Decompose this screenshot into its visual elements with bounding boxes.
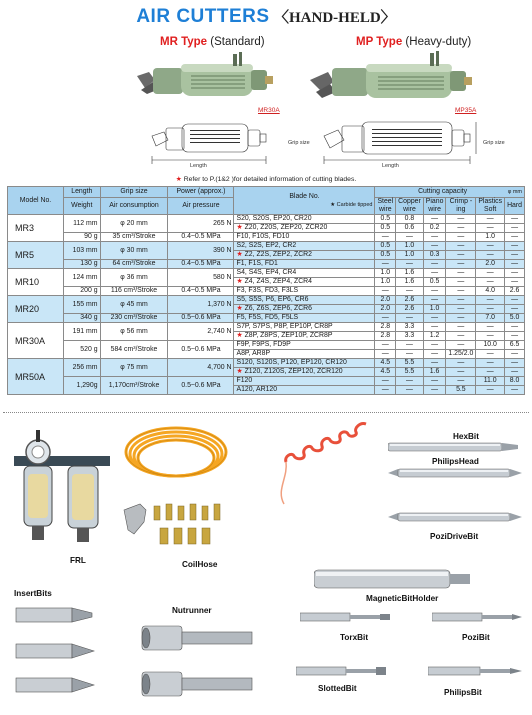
- header-capacity: [375, 187, 525, 198]
- mr-dimension-drawing: [148, 116, 278, 168]
- mr-type-label: [160, 36, 265, 48]
- section-divider: [3, 412, 529, 413]
- blade-numbers: F1, F1S, FD1: [236, 260, 278, 267]
- capacity-soft-cell: 7.0: [476, 314, 505, 323]
- capacity-piano-cell: —: [423, 341, 446, 350]
- capacity-piano-cell: 1.2: [423, 332, 446, 341]
- capacity-copper-cell: —: [396, 341, 424, 350]
- hexbit-image: [388, 440, 522, 454]
- capacity-hard-cell: —: [505, 368, 525, 377]
- mp-type-desc: (Heavy-duty): [402, 36, 472, 48]
- capacity-copper-cell: 3.3: [396, 323, 424, 332]
- capacity-crimp-cell: —: [446, 233, 476, 242]
- mp-type-label: [356, 36, 471, 48]
- air-consumption-cell: 64 cm³/Stroke: [100, 260, 168, 269]
- air-consumption-cell: 584 cm³/Stroke: [100, 341, 168, 359]
- capacity-piano-cell: 1.0: [423, 305, 446, 314]
- pozidrivebit-image: [388, 510, 522, 524]
- header-power: Power (approx.): [168, 187, 234, 198]
- table-row: [8, 359, 525, 368]
- hexbit-label: HexBit: [453, 432, 479, 441]
- air-pressure-cell: 0.4~0.5 MPa: [168, 233, 234, 242]
- capacity-soft-cell: —: [476, 323, 505, 332]
- capacity-soft-cell: 1.0: [476, 233, 505, 242]
- weight-cell: 90 g: [64, 233, 101, 242]
- capacity-hard-cell: —: [505, 233, 525, 242]
- air-pressure-cell: 0.5~0.6 MPa: [168, 341, 234, 359]
- capacity-copper-cell: —: [396, 386, 424, 395]
- capacity-steel-cell: 0.5: [375, 242, 396, 251]
- capacity-soft-cell: —: [476, 278, 505, 287]
- mp-type-name: MP Type: [356, 36, 403, 48]
- capacity-copper-cell: —: [396, 350, 424, 359]
- blade-cell: [234, 314, 375, 323]
- blade-numbers: S120, S120S, P120, EP120, CR120: [236, 359, 347, 366]
- blade-cell: [234, 341, 375, 350]
- capacity-soft-cell: —: [476, 332, 505, 341]
- pozidrivebit-label: PoziDriveBit: [430, 532, 479, 541]
- title-sub: 〈HAND-HELD〉: [274, 10, 396, 26]
- blade-cell: [234, 287, 375, 296]
- capacity-crimp-cell: —: [446, 377, 476, 386]
- blade-cell: [234, 377, 375, 386]
- capacity-soft-cell: —: [476, 350, 505, 359]
- capacity-piano-cell: —: [423, 287, 446, 296]
- mp-dimension-drawing: [320, 116, 485, 168]
- carbide-star-icon: ★: [236, 305, 243, 312]
- mr-model-tag: MR30A: [258, 107, 280, 114]
- power-cell: 1,370 N: [168, 296, 234, 314]
- capacity-crimp-cell: —: [446, 323, 476, 332]
- air-consumption-cell: 116 cm³/Stroke: [100, 287, 168, 296]
- capacity-steel-cell: —: [375, 386, 396, 395]
- fittings-image: [120, 500, 232, 552]
- capacity-crimp-cell: —: [446, 314, 476, 323]
- capacity-crimp-cell: —: [446, 224, 476, 233]
- star-icon: ★: [175, 176, 182, 183]
- header-plastics-soft: [476, 198, 505, 215]
- mp-model-tag: MP35A: [455, 107, 477, 114]
- length-label: Length: [190, 163, 207, 169]
- blade-numbers: S2, S2S, EP2, CR2: [236, 242, 297, 249]
- capacity-steel-cell: —: [375, 377, 396, 386]
- capacity-steel-cell: —: [375, 233, 396, 242]
- weight-cell: 1,290g: [64, 377, 101, 395]
- table-row: [8, 260, 525, 269]
- capacity-copper-cell: 1.0: [396, 251, 424, 260]
- power-cell: 2,740 N: [168, 323, 234, 341]
- capacity-steel-cell: 1.0: [375, 278, 396, 287]
- blade-numbers: F9P, F9PS, FD9P: [236, 341, 291, 348]
- capacity-steel-cell: —: [375, 287, 396, 296]
- carbide-star-icon: ★: [236, 368, 243, 375]
- header-blade: [234, 187, 375, 215]
- pozibit-image: [432, 610, 524, 624]
- table-row: [8, 233, 525, 242]
- red-coil-image: [268, 418, 378, 510]
- capacity-copper-cell: —: [396, 260, 424, 269]
- nutrunner-label: Nutrunner: [172, 606, 212, 615]
- capacity-steel-cell: 0.5: [375, 215, 396, 224]
- coilhose-label: CoilHose: [182, 560, 218, 569]
- capacity-copper-cell: —: [396, 314, 424, 323]
- capacity-hard-cell: —: [505, 269, 525, 278]
- grip-cell: φ 45 mm: [100, 296, 168, 314]
- capacity-hard-cell: —: [505, 305, 525, 314]
- air-pressure-cell: 0.5~0.6 MPa: [168, 314, 234, 323]
- capacity-soft-cell: —: [476, 242, 505, 251]
- grip-size-label: Grip size: [288, 140, 310, 146]
- capacity-hard-cell: —: [505, 260, 525, 269]
- capacity-soft-cell: —: [476, 224, 505, 233]
- header-model: Model No.: [8, 187, 64, 215]
- capacity-hard-cell: —: [505, 278, 525, 287]
- capacity-steel-cell: 0.5: [375, 224, 396, 233]
- capacity-piano-cell: —: [423, 377, 446, 386]
- blade-numbers: S5, S5S, P6, EP6, CR6: [236, 296, 309, 303]
- capacity-copper-cell: —: [396, 287, 424, 296]
- capacity-copper-cell: 0.6: [396, 224, 424, 233]
- blade-numbers: A120, AR120: [236, 386, 278, 393]
- model-cell: MR5: [8, 242, 64, 269]
- grip-cell: φ 56 mm: [100, 323, 168, 341]
- mp-length-label: Length: [382, 163, 399, 169]
- blade-numbers: F5, F5S, FD5, F5LS: [236, 314, 299, 321]
- mp-air-cutter-image: [308, 50, 473, 112]
- grip-cell: φ 75 mm: [100, 359, 168, 377]
- capacity-soft-cell: 11.0: [476, 377, 505, 386]
- capacity-soft-cell: —: [476, 305, 505, 314]
- mr-type-name: MR Type: [160, 36, 208, 48]
- header-blade-label: Blade No.: [289, 192, 320, 200]
- length-cell: 155 mm: [64, 296, 101, 314]
- length-cell: 256 mm: [64, 359, 101, 377]
- blade-numbers: Z20, Z20S, ZEP20, ZCR20: [242, 224, 328, 231]
- carbide-star-icon: ★: [236, 332, 243, 339]
- capacity-copper-cell: 1.6: [396, 278, 424, 287]
- capacity-crimp-cell: —: [446, 269, 476, 278]
- capacity-piano-cell: 0.2: [423, 224, 446, 233]
- blade-cell: [234, 278, 375, 287]
- blade-cell: [234, 260, 375, 269]
- capacity-soft-cell: —: [476, 215, 505, 224]
- capacity-piano-cell: 0.3: [423, 251, 446, 260]
- table-row: [8, 314, 525, 323]
- specification-table: [7, 186, 525, 395]
- air-consumption-cell: 35 cm³/Stroke: [100, 233, 168, 242]
- air-pressure-cell: 0.4~0.5 MPa: [168, 260, 234, 269]
- power-cell: 580 N: [168, 269, 234, 287]
- capacity-crimp-cell: —: [446, 242, 476, 251]
- blade-cell: [234, 368, 375, 377]
- capacity-piano-cell: 1.6: [423, 368, 446, 377]
- philipshead-image: [388, 466, 522, 480]
- grip-cell: φ 20 mm: [100, 215, 168, 233]
- model-cell: MR50A: [8, 359, 64, 395]
- capacity-piano-cell: —: [423, 314, 446, 323]
- capacity-steel-cell: —: [375, 314, 396, 323]
- coil-hose-image: [122, 422, 230, 492]
- grip-cell: φ 30 mm: [100, 242, 168, 260]
- torxbit-image: [300, 610, 392, 624]
- carbide-star-icon: ★: [236, 251, 243, 258]
- capacity-piano-cell: —: [423, 323, 446, 332]
- blade-cell: [234, 386, 375, 395]
- blade-cell: [234, 323, 375, 332]
- frl-label: FRL: [70, 556, 86, 565]
- capacity-crimp-cell: —: [446, 341, 476, 350]
- capacity-steel-cell: 1.0: [375, 269, 396, 278]
- capacity-steel-cell: 0.5: [375, 251, 396, 260]
- blade-numbers: F3, F3S, FD3, F3LS: [236, 287, 299, 294]
- blade-cell: [234, 305, 375, 314]
- capacity-copper-cell: 5.5: [396, 368, 424, 377]
- mp-grip-size-label: Grip size: [483, 140, 505, 146]
- nutrunner-image: [138, 620, 256, 708]
- model-cell: MR20: [8, 296, 64, 323]
- header-weight: Weight: [64, 198, 101, 215]
- capacity-copper-cell: 2.6: [396, 296, 424, 305]
- insertbits-label: InsertBits: [14, 589, 52, 598]
- capacity-copper-cell: 1.0: [396, 242, 424, 251]
- capacity-piano-cell: —: [423, 260, 446, 269]
- air-pressure-cell: 0.5~0.6 MPa: [168, 377, 234, 395]
- capacity-steel-cell: 4.5: [375, 368, 396, 377]
- header-capacity-label: Cutting capacity: [418, 188, 468, 195]
- blade-numbers: Z8P, Z8PS, ZEP10P, ZCR8P: [242, 332, 333, 339]
- capacity-soft-cell: —: [476, 368, 505, 377]
- capacity-steel-cell: 2.0: [375, 296, 396, 305]
- capacity-piano-cell: 0.5: [423, 278, 446, 287]
- capacity-steel-cell: 4.5: [375, 359, 396, 368]
- magneticbitholder-label: MagneticBitHolder: [366, 594, 439, 603]
- header-crimp: Crimp -ing: [446, 198, 476, 215]
- reference-note-text: Refer to P.(1&2 )for detailed information of cutting blades.: [181, 176, 357, 183]
- capacity-piano-cell: —: [423, 269, 446, 278]
- title-main: AIR CUTTERS: [136, 6, 270, 27]
- capacity-copper-cell: 5.5: [396, 359, 424, 368]
- capacity-piano-cell: —: [423, 296, 446, 305]
- mr-air-cutter-image: [135, 50, 275, 112]
- power-cell: 4,700 N: [168, 359, 234, 377]
- blade-numbers: S4, S4S, EP4, CR4: [236, 269, 297, 276]
- air-consumption-cell: 230 cm³/Stroke: [100, 314, 168, 323]
- capacity-soft-cell: —: [476, 359, 505, 368]
- header-copper: Copper wire: [396, 198, 424, 215]
- blade-cell: [234, 269, 375, 278]
- capacity-copper-cell: —: [396, 233, 424, 242]
- philipsbit-image: [428, 664, 524, 678]
- capacity-soft-cell: —: [476, 269, 505, 278]
- capacity-piano-cell: —: [423, 233, 446, 242]
- grip-cell: φ 36 mm: [100, 269, 168, 287]
- slottedbit-label: SlottedBit: [318, 684, 357, 693]
- capacity-piano-cell: —: [423, 215, 446, 224]
- header-steel: Steel wire: [375, 198, 396, 215]
- air-consumption-cell: 1,170cm³/Stroke: [100, 377, 168, 395]
- blade-numbers: Z6, Z6S, ZEP6, ZCR6: [242, 305, 312, 312]
- frl-unit-image: [12, 428, 112, 548]
- page-title: [0, 6, 532, 28]
- blade-cell: [234, 224, 375, 233]
- header-plastics: Plastics: [478, 198, 503, 205]
- blade-cell: [234, 359, 375, 368]
- capacity-soft-cell: —: [476, 251, 505, 260]
- length-cell: 103 mm: [64, 242, 101, 260]
- table-row: [8, 287, 525, 296]
- capacity-hard-cell: 8.0: [505, 377, 525, 386]
- capacity-hard-cell: 5.0: [505, 314, 525, 323]
- header-piano: Piano wire: [423, 198, 446, 215]
- table-row: [8, 269, 525, 278]
- weight-cell: 340 g: [64, 314, 101, 323]
- capacity-steel-cell: 2.8: [375, 332, 396, 341]
- capacity-steel-cell: 2.8: [375, 323, 396, 332]
- capacity-crimp-cell: —: [446, 332, 476, 341]
- capacity-crimp-cell: —: [446, 251, 476, 260]
- model-cell: MR10: [8, 269, 64, 296]
- reference-note: [0, 175, 532, 183]
- header-air-consumption: Air consumption: [100, 198, 168, 215]
- capacity-copper-cell: 3.3: [396, 332, 424, 341]
- model-cell: MR3: [8, 215, 64, 242]
- capacity-crimp-cell: —: [446, 305, 476, 314]
- model-cell: MR30A: [8, 323, 64, 359]
- capacity-soft-cell: —: [476, 296, 505, 305]
- carbide-star-icon: ★: [236, 278, 243, 285]
- weight-cell: 520 g: [64, 341, 101, 359]
- capacity-copper-cell: 0.8: [396, 215, 424, 224]
- blade-cell: [234, 350, 375, 359]
- capacity-crimp-cell: —: [446, 296, 476, 305]
- blade-numbers: F10, F10S, FD10: [236, 233, 290, 240]
- capacity-hard-cell: —: [505, 359, 525, 368]
- capacity-hard-cell: —: [505, 215, 525, 224]
- capacity-crimp-cell: —: [446, 359, 476, 368]
- capacity-copper-cell: 1.6: [396, 269, 424, 278]
- blade-numbers: S7P, S7PS, P8P, EP10P, CR8P: [236, 323, 333, 330]
- capacity-hard-cell: —: [505, 332, 525, 341]
- philipshead-label: PhilipsHead: [432, 457, 479, 466]
- weight-cell: 130 g: [64, 260, 101, 269]
- carbide-star-icon: ★: [236, 224, 243, 231]
- capacity-crimp-cell: —: [446, 215, 476, 224]
- capacity-crimp-cell: 5.5: [446, 386, 476, 395]
- power-cell: 390 N: [168, 242, 234, 260]
- capacity-copper-cell: 2.6: [396, 305, 424, 314]
- blade-cell: [234, 233, 375, 242]
- length-cell: 112 mm: [64, 215, 101, 233]
- capacity-soft-cell: 4.0: [476, 287, 505, 296]
- air-pressure-cell: 0.4~0.5 MPa: [168, 287, 234, 296]
- blade-cell: [234, 251, 375, 260]
- header-hard: Hard: [505, 198, 525, 215]
- capacity-crimp-cell: —: [446, 278, 476, 287]
- length-cell: 191 mm: [64, 323, 101, 341]
- torxbit-label: TorxBit: [340, 633, 369, 642]
- table-row: [8, 215, 525, 224]
- capacity-piano-cell: —: [423, 350, 446, 359]
- capacity-hard-cell: —: [505, 242, 525, 251]
- capacity-hard-cell: —: [505, 323, 525, 332]
- capacity-steel-cell: —: [375, 260, 396, 269]
- capacity-piano-cell: —: [423, 386, 446, 395]
- capacity-piano-cell: —: [423, 359, 446, 368]
- capacity-crimp-cell: —: [446, 287, 476, 296]
- capacity-soft-cell: 10.0: [476, 341, 505, 350]
- blade-numbers: Z4, Z4S, ZEP4, ZCR4: [242, 278, 312, 285]
- header-unit: φ mm: [507, 189, 522, 195]
- specification-table-body: [8, 215, 525, 395]
- capacity-hard-cell: —: [505, 224, 525, 233]
- magnetic-bit-holder-image: [314, 564, 474, 594]
- header-length: Length: [64, 187, 101, 198]
- capacity-piano-cell: —: [423, 242, 446, 251]
- capacity-hard-cell: —: [505, 350, 525, 359]
- capacity-copper-cell: —: [396, 377, 424, 386]
- table-row: [8, 296, 525, 305]
- capacity-hard-cell: —: [505, 251, 525, 260]
- table-row: [8, 242, 525, 251]
- blade-numbers: Z2, Z2S, ZEP2, ZCR2: [242, 251, 312, 258]
- weight-cell: 200 g: [64, 287, 101, 296]
- capacity-soft-cell: —: [476, 386, 505, 395]
- capacity-hard-cell: —: [505, 296, 525, 305]
- header-soft: Soft: [484, 206, 497, 213]
- table-row: [8, 323, 525, 332]
- capacity-crimp-cell: —: [446, 368, 476, 377]
- blade-numbers: S20, S20S, EP20, CR20: [236, 215, 312, 222]
- capacity-hard-cell: 2.6: [505, 287, 525, 296]
- capacity-crimp-cell: —: [446, 260, 476, 269]
- pozibit-label: PoziBit: [462, 633, 490, 642]
- slottedbit-image: [296, 664, 388, 678]
- power-cell: 265 N: [168, 215, 234, 233]
- blade-numbers: F120: [236, 377, 253, 384]
- capacity-steel-cell: —: [375, 341, 396, 350]
- capacity-hard-cell: 6.5: [505, 341, 525, 350]
- table-row: [8, 341, 525, 350]
- blade-cell: [234, 296, 375, 305]
- blade-numbers: A8P, AR8P: [236, 350, 271, 357]
- blade-numbers: Z120, Z120S, ZEP120, ZCR120: [242, 368, 343, 375]
- insert-bits-image: [12, 604, 102, 704]
- capacity-crimp-cell: 1.25/2.0: [446, 350, 476, 359]
- philipsbit-label: PhilipsBit: [444, 688, 482, 697]
- capacity-steel-cell: 2.0: [375, 305, 396, 314]
- mr-type-desc: (Standard): [207, 36, 265, 48]
- header-grip: Grip size: [100, 187, 168, 198]
- blade-cell: [234, 215, 375, 224]
- capacity-hard-cell: —: [505, 386, 525, 395]
- header-air-pressure: Air pressure: [168, 198, 234, 215]
- length-cell: 124 mm: [64, 269, 101, 287]
- blade-cell: [234, 332, 375, 341]
- blade-cell: [234, 242, 375, 251]
- capacity-steel-cell: —: [375, 350, 396, 359]
- table-row: [8, 377, 525, 386]
- capacity-soft-cell: 2.0: [476, 260, 505, 269]
- header-carbide-note: ★ Carbide tipped: [330, 201, 373, 208]
